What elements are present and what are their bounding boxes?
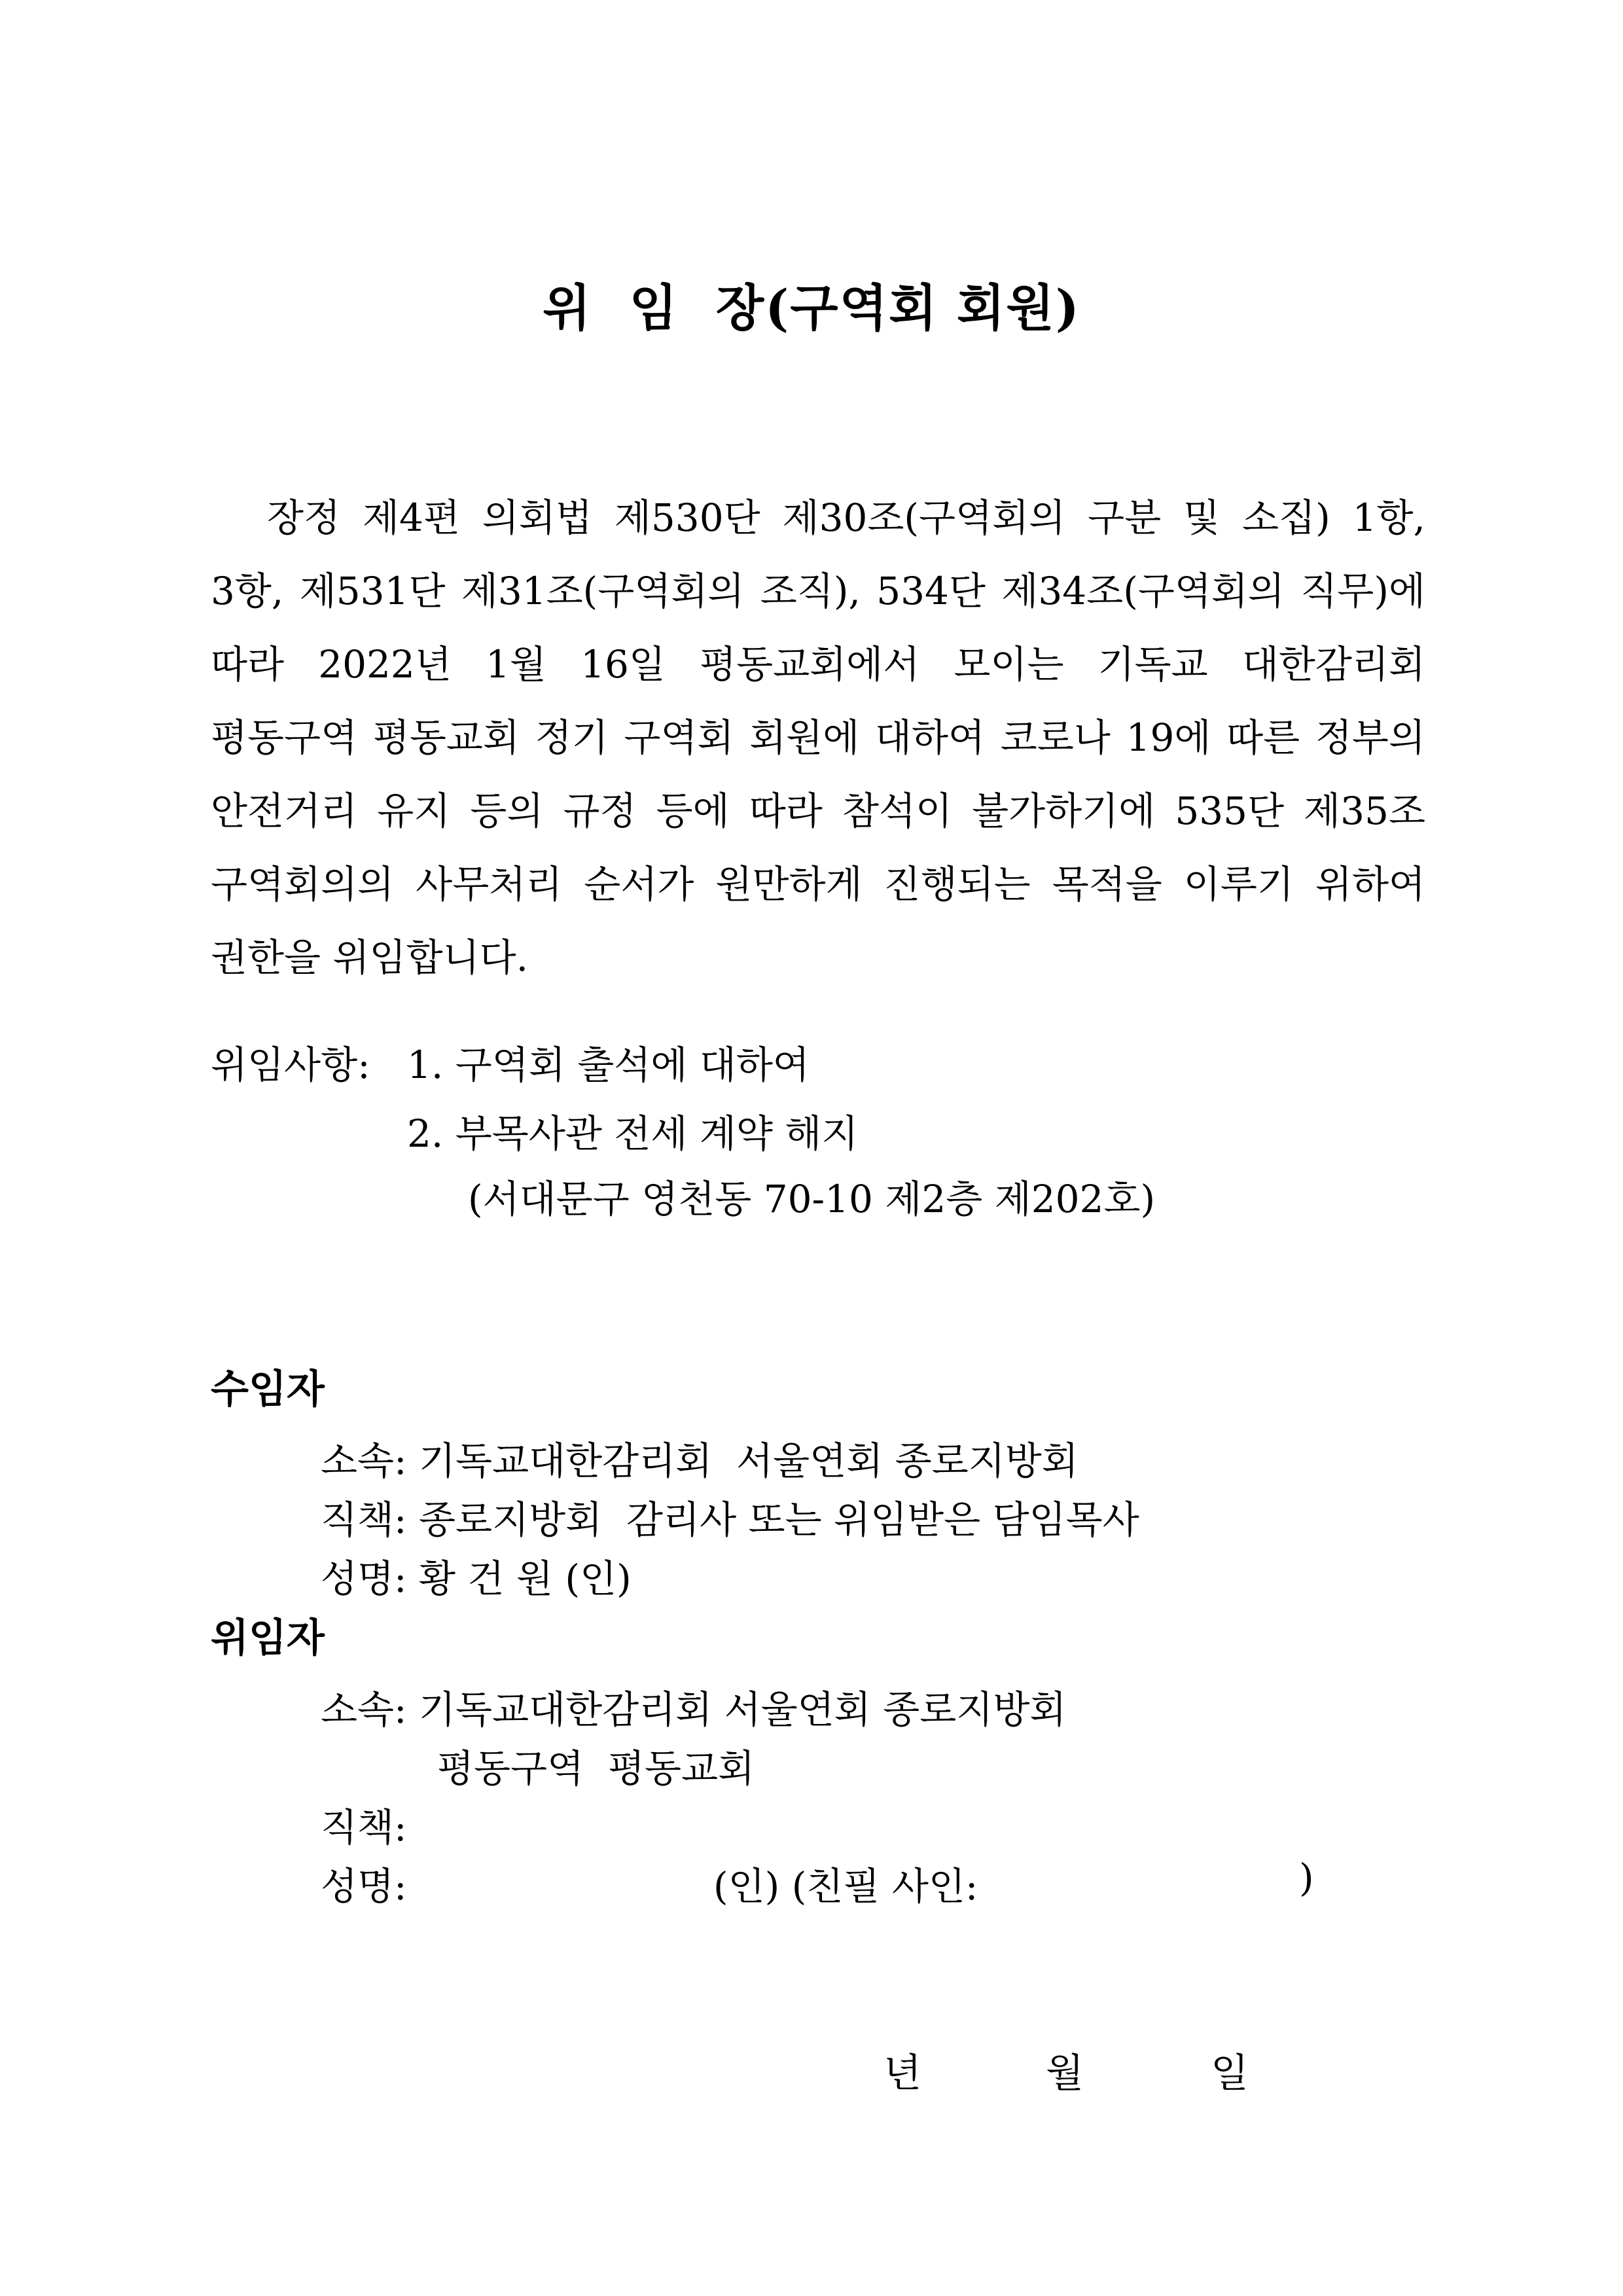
date-month: 월 xyxy=(1046,2051,1084,2096)
delegation-item-2-detail: (서대문구 영천동 70-10 제2층 제202호) xyxy=(468,1177,1156,1221)
delegation-item-1: 1. 구역회 출석에 대하여 xyxy=(407,1043,810,1087)
delegation-item-2: 2. 부목사관 전세 계약 해지 xyxy=(407,1111,859,1156)
delegatee-name: 성명: 황 건 원 (인) xyxy=(321,1556,632,1601)
delegator-affiliation-cont: 평동구역 평동교회 xyxy=(437,1746,755,1791)
delegator-affiliation: 소속: 기독교대한감리회 서울연회 종로지방회 xyxy=(321,1687,1067,1732)
document-title: 위 임 장(구역회 회원) xyxy=(543,279,1080,337)
delegatee-position: 직책: 종로지방회 감리사 또는 위임받은 담임목사 xyxy=(321,1498,1139,1542)
delegatee-heading: 수임자 xyxy=(211,1367,325,1412)
delegation-label: 위임사항: xyxy=(211,1043,370,1087)
delegator-seal-signature: (인) (친필 사인: xyxy=(713,1864,978,1909)
delegator-name-label: 성명: xyxy=(321,1864,407,1909)
delegator-signature-close: ) xyxy=(1299,1856,1314,1900)
date-day: 일 xyxy=(1211,2051,1249,2096)
body-paragraph: 장정 제4편 의회법 제530단 제30조(구역회의 구분 및 소집) 1항, 3항, 제531단 제31조(구역회의 조직), 534단 제34조(구역회의 직무)에 따라 2022년 1월 16일 평동교회에서 모이는 기독교 대한감리회 평동구역 평동교회 정기 구역회 회원에 대하여 코로나 19에 따른 정부의 안전거리 유지 등의 규정 등에 따라 참석이 불가하기에 535단 제35조 구역회의의 사무처리 순서가 원만하게 진행되는 목적을 이루기 위하여 권한을 위임합니다. xyxy=(211,495,1425,980)
delegator-heading: 위임자 xyxy=(211,1615,325,1661)
delegator-position: 직책: xyxy=(321,1805,407,1850)
date-year: 년 xyxy=(883,2051,921,2096)
delegatee-affiliation: 소속: 기독교대한감리회 서울연회 종로지방회 xyxy=(321,1439,1079,1483)
